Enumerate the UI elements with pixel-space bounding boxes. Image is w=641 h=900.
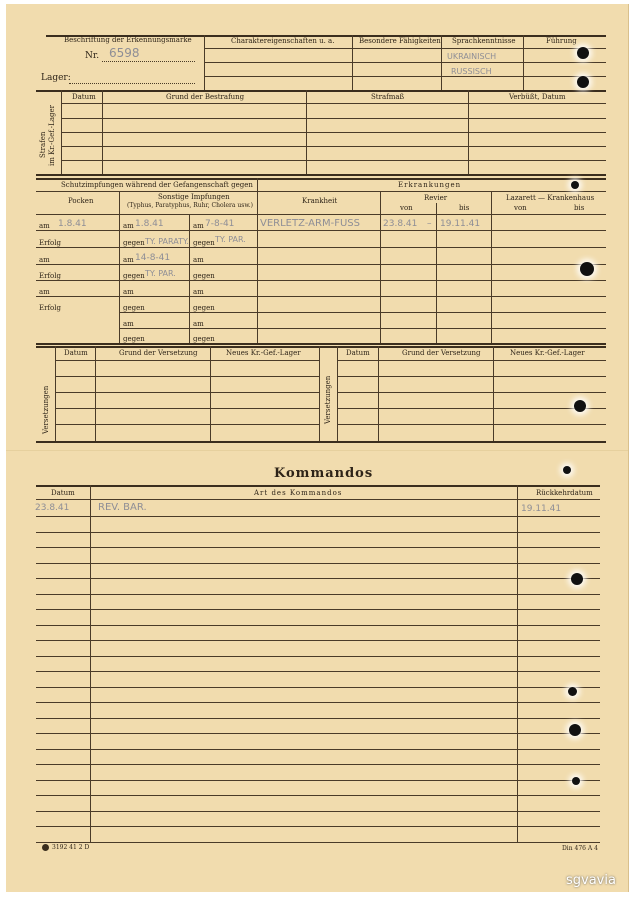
- transfers-side-label-left: Versetzungen: [42, 385, 50, 434]
- footer-left-code: 3192 41 2 D: [52, 844, 90, 851]
- kommandos-entry-art: REV. BAR.: [98, 502, 147, 513]
- other-gegen-6: gegen: [193, 304, 215, 312]
- punch-hole: [572, 777, 580, 785]
- kommandos-col-datum: Datum: [51, 489, 75, 497]
- col-revier-von: von: [400, 204, 413, 212]
- kommandos-row-line: [36, 795, 600, 796]
- pocken-am-3: am: [39, 288, 50, 296]
- punishments-col-date: Datum: [72, 93, 96, 101]
- other-gegen-8: gegen: [193, 335, 215, 343]
- col-pocken: Pocken: [68, 197, 94, 205]
- kommandos-entry-return: 19.11.41: [521, 504, 562, 514]
- lager-line: [69, 83, 195, 84]
- kommandos-row-line: [36, 547, 600, 548]
- punishments-col-reason: Grund der Bestrafung: [166, 93, 245, 101]
- kommandos-row-line: [36, 640, 600, 641]
- kommandos-row-line: [36, 516, 600, 517]
- disease-entry: VERLETZ-ARM-FUSS: [260, 218, 360, 229]
- kommandos-row-line: [36, 578, 600, 579]
- language-value-2: RUSSISCH: [451, 67, 492, 76]
- transfers-col-date-right: Datum: [346, 349, 370, 357]
- other-gegen-3: gegen: [123, 272, 145, 280]
- watermark: sgvavia: [566, 873, 616, 888]
- kommandos-row-line: [36, 656, 600, 657]
- other-gegen-1-value: TY. PARATY.: [145, 237, 189, 246]
- other-am-6: am: [193, 288, 204, 296]
- kommandos-row-line: [36, 532, 600, 533]
- kommandos-title: Kommandos: [274, 466, 374, 481]
- col-lazarett-von: von: [514, 204, 527, 212]
- kommandos-row-line: [36, 609, 600, 610]
- diseases-header: Erkrankungen: [398, 181, 462, 189]
- other-am-3-value: 14-8-41: [135, 253, 171, 263]
- pocken-am-1: am: [39, 222, 50, 230]
- kommandos-row-line: [36, 826, 600, 827]
- kommandos-row-line: [36, 718, 600, 719]
- nr-label: Nr.: [85, 51, 100, 61]
- language-value-1: UKRAINISCH: [447, 52, 497, 61]
- transfers-col-date-left: Datum: [64, 349, 88, 357]
- transfers-col-reason-right: Grund der Versetzung: [402, 349, 481, 357]
- character-label: Charaktereigenschaften u. a.: [231, 37, 335, 45]
- kommandos-row-line: [36, 671, 600, 672]
- col-other-sub: (Typhus, Paratyphus, Ruhr, Cholera usw.): [127, 202, 254, 209]
- pocken-erfolg-2: Erfolg: [39, 272, 61, 280]
- pocken-erfolg-3: Erfolg: [39, 304, 61, 312]
- punishments-col-measure: Strafmaß: [371, 93, 405, 101]
- pocken-erfolg-1: Erfolg: [39, 239, 61, 247]
- punch-hole: [571, 181, 579, 189]
- id-label: Beschriftung der Erkennungsmarke: [64, 36, 192, 44]
- kommandos-row-line: [36, 702, 600, 703]
- kommandos-row-line: [36, 749, 600, 750]
- document-sheet: Beschriftung der Erkennungsmarke Nr. 6598 Lager: Charaktereigenschaften u. a. Besondere Fähigkeiten Sprachkenntnisse Führung UKRAINISCH RUSSISCH Strafen im Kr.-Gef.-Lager Datum Grund der Bestrafung Strafmaß Verbüßt, Datum Schutzimpfungen während der Gefangenschaft gegen Erkrankungen Pocken Sonstige Impfungen (Typhus, Paratyphus, Ruhr, Cholera usw.) Krankheit Revier von bis Lazarett — Krankenhaus von bis am Erfolg am Erfolg am Erfolg 1.8.41 am am gegen gegen am am gegen gegen am am gegen gegen am am gegen gegen 1.8.41 7-8-41 TY. PARATY. TY. PAR. 14-8-41 TY. PAR. VERLETZ-ARM-FUSS 23.8.41 – 19.11.41 Versetzungen Versetzungen Datum Grund der Versetzung Neues Kr.-Gef.-Lager Datum Grund der Versetzung Neues Kr.-Gef.-Lager Kommandos Datum Art des Kommandos Rückkehrdatum 23.8.41 REV. BAR. 19.11.41 3192 41 2 D Din 476 A 4: [6, 4, 629, 892]
- fold-line: [6, 450, 628, 451]
- col-other-vaccinations: Sonstige Impfungen: [158, 193, 230, 201]
- language-label: Sprachkenntnisse: [452, 37, 516, 45]
- other-am-1: am: [123, 222, 134, 230]
- kommandos-row-line: [36, 563, 600, 564]
- footer-right-code: Din 476 A 4: [562, 845, 598, 852]
- other-am-5: am: [123, 288, 134, 296]
- col-revier: Revier: [424, 194, 448, 202]
- col-krankheit: Krankheit: [302, 197, 338, 205]
- other-gegen-2: gegen: [193, 239, 215, 247]
- lager-label: Lager:: [41, 73, 71, 83]
- other-gegen-4: gegen: [193, 272, 215, 280]
- punch-hole: [569, 724, 581, 736]
- transfers-col-camp-right: Neues Kr.-Gef.-Lager: [510, 349, 585, 357]
- nr-line: [102, 61, 195, 62]
- punch-hole: [574, 400, 586, 412]
- kommandos-row-line: [36, 594, 600, 595]
- other-am-2-value: 7-8-41: [205, 219, 235, 229]
- vaccinations-header: Schutzimpfungen während der Gefangenschaft gegen: [61, 181, 253, 189]
- transfers-col-camp-left: Neues Kr.-Gef.-Lager: [226, 349, 301, 357]
- kommandos-row-line: [36, 625, 600, 626]
- other-am-1-value: 1.8.41: [135, 219, 164, 229]
- col-lazarett: Lazarett — Krankenhaus: [506, 194, 595, 202]
- kommandos-col-return: Rückkehrdatum: [536, 489, 593, 497]
- other-am-3: am: [123, 256, 134, 264]
- kommandos-row-line: [36, 687, 600, 688]
- transfers-col-reason-left: Grund der Versetzung: [119, 349, 198, 357]
- punch-hole: [577, 76, 589, 88]
- punch-hole: [580, 262, 594, 276]
- kommandos-row-line: [36, 764, 600, 765]
- kommandos-col-art: Art des Kommandos: [254, 489, 343, 497]
- other-am-4: am: [193, 256, 204, 264]
- punch-hole: [577, 47, 589, 59]
- punishments-col-served: Verbüßt, Datum: [509, 93, 566, 101]
- kommandos-row-line: [36, 733, 600, 734]
- punch-hole: [563, 466, 571, 474]
- kommandos-row-line: [36, 811, 600, 812]
- punishments-side-label-1: Strafen: [39, 131, 47, 158]
- abilities-label: Besondere Fähigkeiten: [359, 37, 441, 45]
- kommandos-row-line: [36, 780, 600, 781]
- footer-mark-icon: [42, 844, 49, 851]
- pocken-am-2: am: [39, 256, 50, 264]
- other-gegen-1: gegen: [123, 239, 145, 247]
- other-gegen-2-value: TY. PAR.: [215, 235, 246, 244]
- pocken-date-1: 1.8.41: [58, 219, 87, 229]
- disease-bis: 19.11.41: [440, 219, 481, 229]
- kommandos-row-line: [36, 842, 600, 843]
- col-lazarett-bis: bis: [574, 204, 585, 212]
- other-am-7: am: [123, 320, 134, 328]
- disease-von: 23.8.41: [383, 219, 418, 229]
- conduct-label: Führung: [546, 37, 577, 45]
- other-gegen-5: gegen: [123, 304, 145, 312]
- punch-hole: [568, 687, 577, 696]
- other-am-2: am: [193, 222, 204, 230]
- punishments-side-label-2: im Kr.-Gef.-Lager: [48, 105, 56, 166]
- col-revier-bis: bis: [459, 204, 470, 212]
- punch-hole: [571, 573, 583, 585]
- other-gegen-3-value: TY. PAR.: [145, 269, 176, 278]
- other-gegen-7: gegen: [123, 335, 145, 343]
- other-am-8: am: [193, 320, 204, 328]
- transfers-side-label-right: Versetzungen: [324, 375, 332, 424]
- kommandos-entry-datum: 23.8.41: [35, 503, 70, 513]
- nr-value: 6598: [109, 46, 140, 60]
